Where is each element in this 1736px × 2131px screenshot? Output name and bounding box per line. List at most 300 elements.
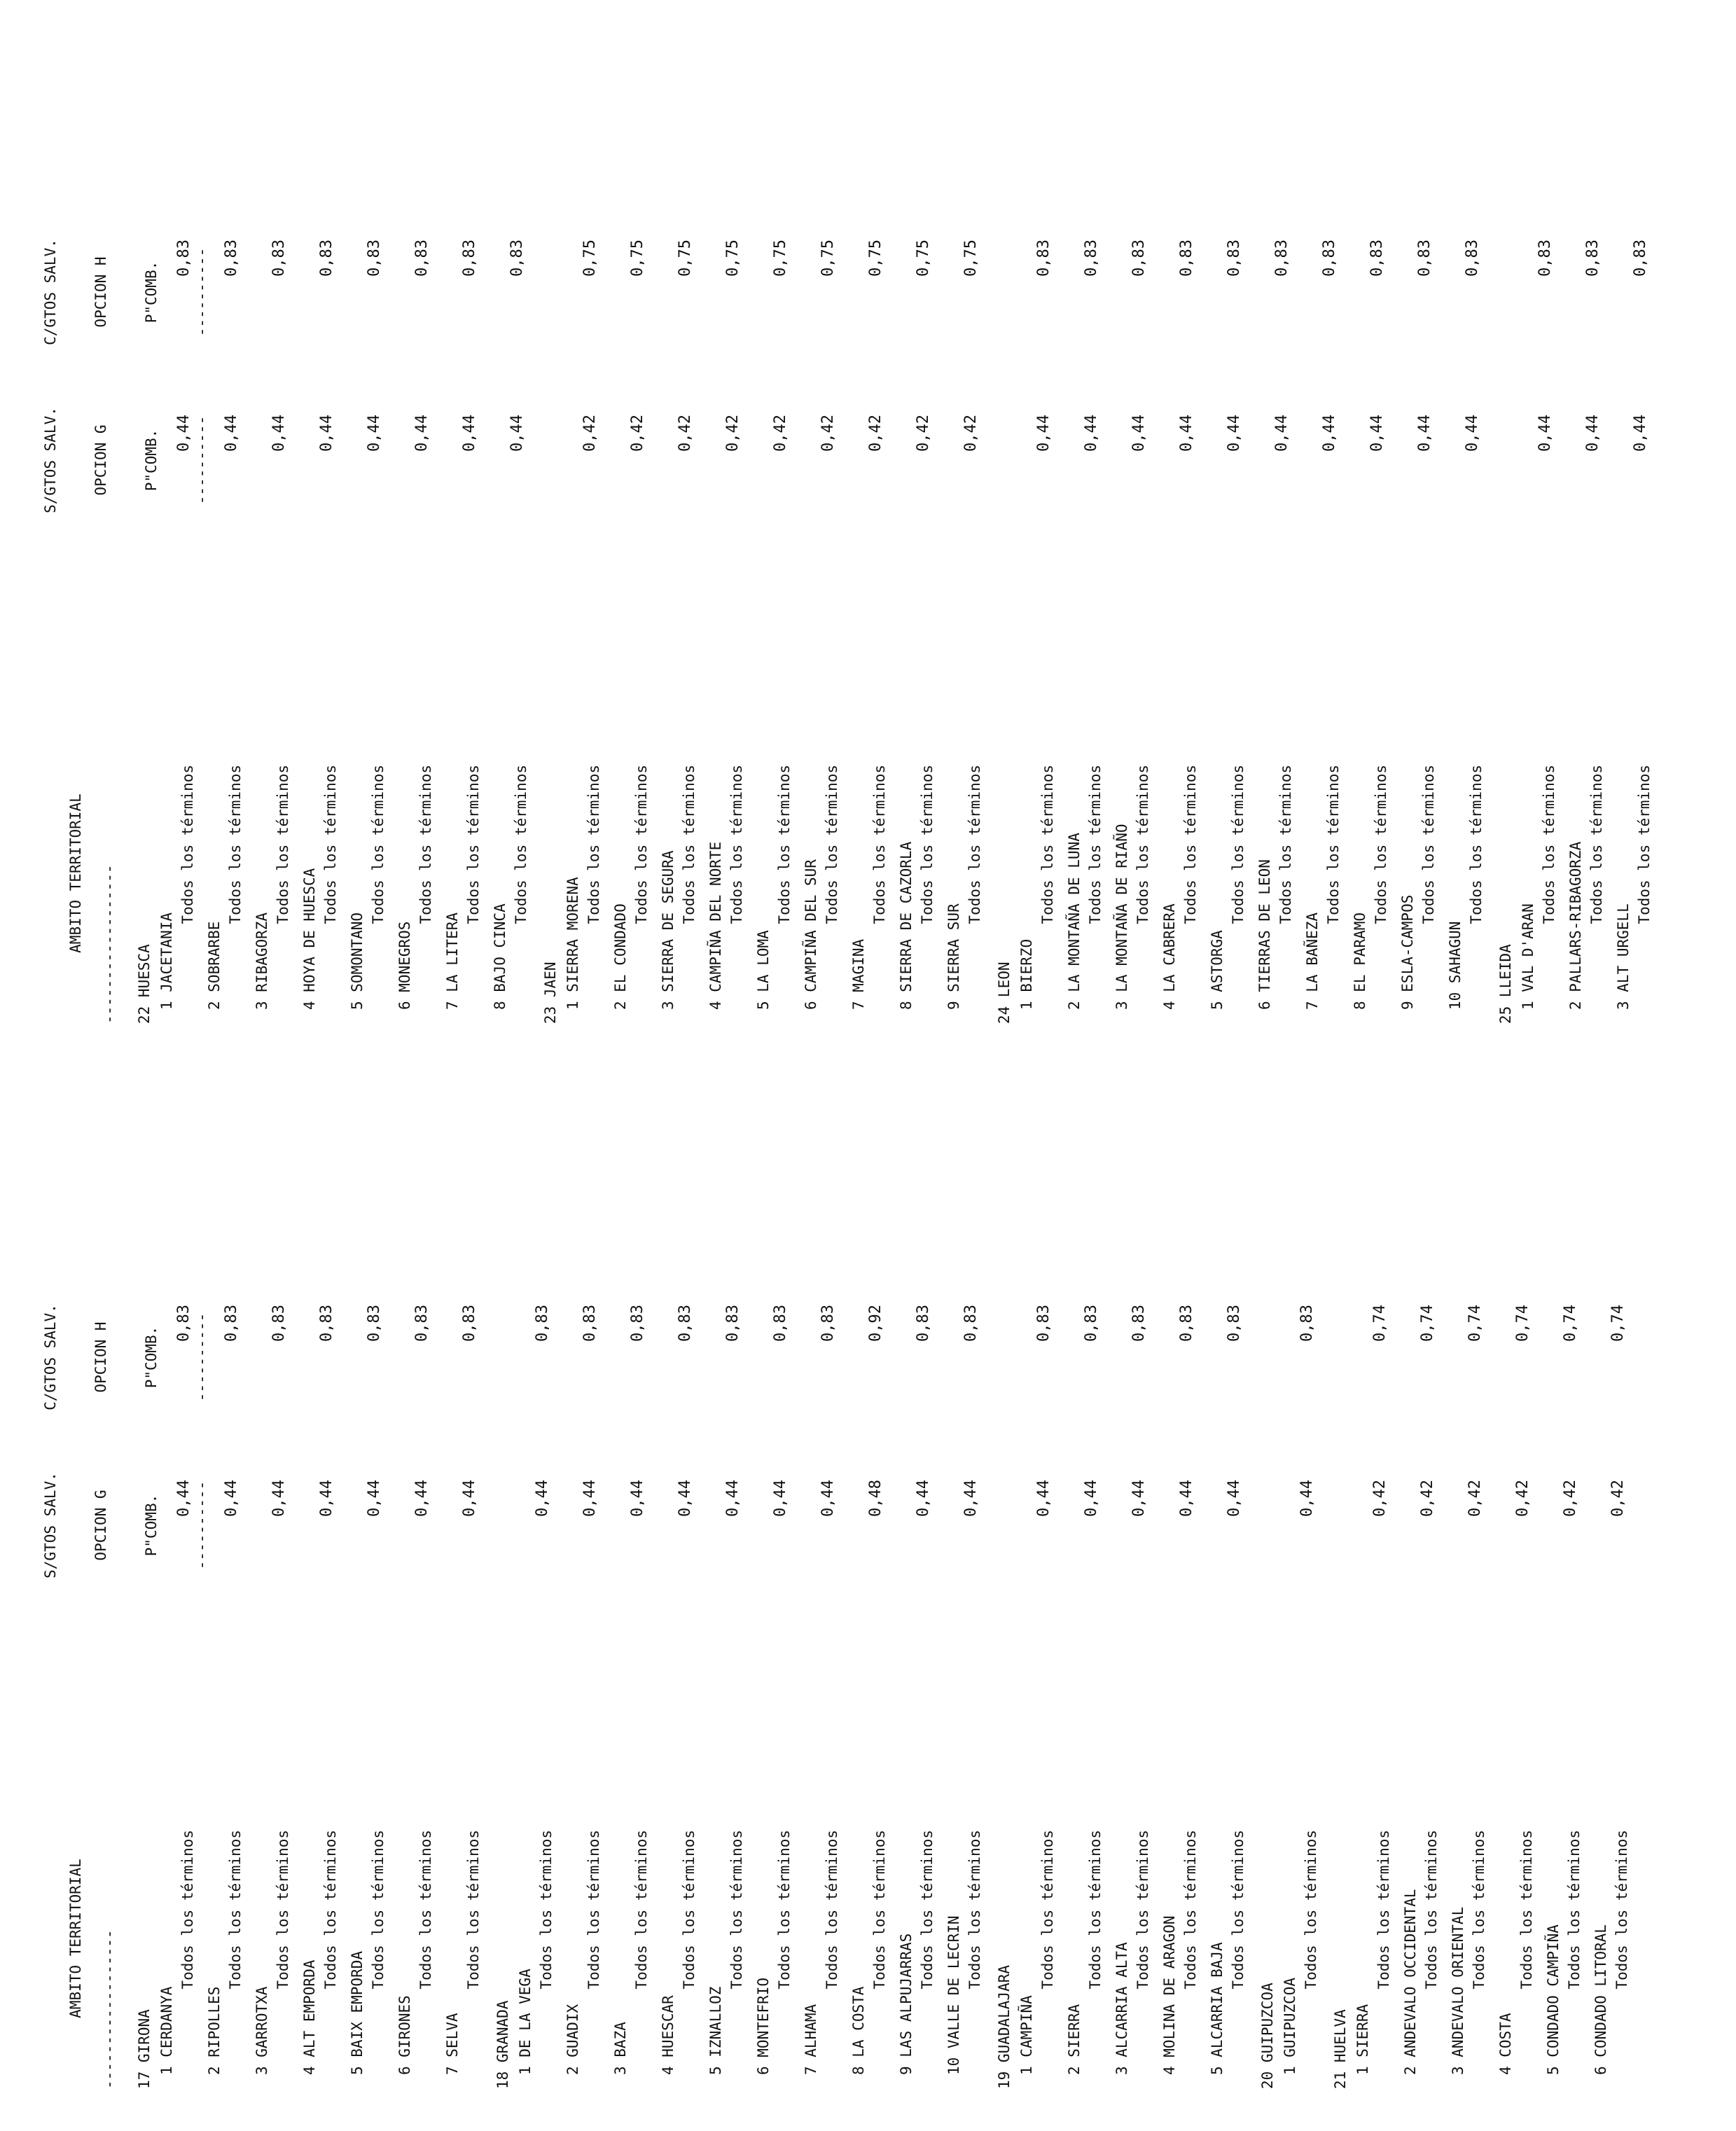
- table-row: [612, 1066, 660, 2131]
- comarca-label: 3 ALT URGELL: [1615, 903, 1632, 1010]
- opcion-g-value: 0,42: [772, 415, 789, 452]
- todos-terminos-label: Todos los términos: [1277, 765, 1294, 924]
- table-row: [612, 1, 660, 1066]
- opcion-h-value: 0,83: [270, 240, 288, 277]
- todos-terminos-label: Todos los términos: [513, 765, 529, 924]
- opcion-h-value: 0,83: [629, 1305, 646, 1342]
- comarca-label: 7 ALHAMA: [803, 2004, 819, 2075]
- table-row: [1018, 1066, 1066, 2131]
- opcion-h-value: 0,83: [461, 240, 478, 277]
- todos-terminos-label: Todos los términos: [1541, 765, 1557, 924]
- todos-terminos-label: Todos los términos: [465, 1830, 482, 1990]
- comarca-label: 4 LA CABRERA: [1161, 903, 1178, 1010]
- todos-terminos-label: Todos los términos: [1230, 1830, 1247, 1990]
- table-row: [1352, 1, 1399, 1066]
- opcion-h-value: 0,83: [1368, 240, 1386, 277]
- table-row: [349, 1, 396, 1066]
- province-row: [1329, 1066, 1354, 2131]
- comarca-label: 3 SIERRA DE SEGURA: [660, 850, 676, 1010]
- opcion-h-value: 0,83: [1416, 240, 1433, 277]
- comarca-label: 5 BAIX EMPORDA: [349, 1950, 366, 2075]
- table-row: [1592, 1066, 1640, 2131]
- province-row: [993, 1, 1018, 1066]
- comarca-label: 2 GUADIX: [564, 2004, 581, 2075]
- h-dash: ----------: [193, 1312, 210, 1402]
- todos-terminos-label: Todos los términos: [1375, 1830, 1392, 1990]
- table-row: [158, 1066, 206, 2131]
- comarca-label: 1 SIERRA: [1354, 2004, 1371, 2075]
- comarca-label: 4 ALT EMPORDA: [301, 1959, 318, 2075]
- todos-terminos-label: Todos los términos: [824, 765, 840, 924]
- opcion-g-value: 0,44: [413, 1480, 431, 1517]
- opcion-g-value: 0,44: [1178, 1480, 1195, 1517]
- province-name: 25 LLEIDA: [1497, 944, 1514, 1024]
- right-rows: [133, 1, 1662, 1066]
- todos-terminos-label: Todos los términos: [538, 1830, 555, 1990]
- comarca-label: 5 ALCARRIA BAJA: [1209, 1942, 1225, 2075]
- opcion-h-value: 0,74: [1419, 1305, 1436, 1342]
- todos-terminos-label: Todos los términos: [1230, 765, 1247, 924]
- table-row: [1113, 1, 1161, 1066]
- comarca-label: 6 TIERRAS DE LEON: [1256, 859, 1273, 1010]
- todos-terminos-label: Todos los términos: [1588, 765, 1605, 924]
- todos-terminos-label: Todos los términos: [1039, 1830, 1056, 1990]
- table-row: [564, 1066, 612, 2131]
- province-row: [133, 1066, 158, 2131]
- comarca-label: 8 SIERRA DE CAZORLA: [898, 841, 915, 1010]
- opcion-g-value: 0,42: [819, 415, 837, 452]
- opcion-h-value: 0,83: [413, 240, 431, 277]
- opcion-g-value: 0,44: [270, 1480, 288, 1517]
- opcion-g-value: 0,44: [1536, 415, 1554, 452]
- opcion-h-value: 0,83: [461, 1305, 478, 1342]
- comarca-label: 5 IZNALLOZ: [707, 1986, 724, 2075]
- opcion-g-value: 0,44: [724, 1480, 742, 1517]
- opcion-g-value: 0,44: [366, 1480, 383, 1517]
- todos-terminos-label: Todos los términos: [585, 1830, 602, 1990]
- table-row: [444, 1, 492, 1066]
- opcion-g-value: 0,42: [1371, 1480, 1389, 1517]
- table-row: [1497, 1066, 1545, 2131]
- province-name: 20 GUIPUZCOA: [1259, 1983, 1276, 2089]
- opcion-h-value: 0,75: [676, 240, 694, 277]
- table-row: [803, 1, 850, 1066]
- opcion-h-value: 0,75: [962, 240, 980, 277]
- province-name: 18 GRANADA: [494, 2000, 511, 2089]
- opcion-g-value: 0,44: [1368, 415, 1386, 452]
- h-line3: P"COMB.: [143, 1326, 160, 1389]
- opcion-g-value: 0,44: [223, 1480, 240, 1517]
- todos-terminos-label: Todos los términos: [227, 1830, 244, 1990]
- todos-terminos-label: Todos los términos: [417, 765, 434, 924]
- todos-terminos-label: Todos los términos: [1566, 1830, 1583, 1990]
- g-line1: S/GTOS SALV.: [42, 407, 59, 513]
- comarca-label: 6 GIRONES: [396, 1995, 413, 2075]
- table-row: [1399, 1, 1447, 1066]
- todos-terminos-label: Todos los términos: [776, 765, 793, 924]
- table-row: [1304, 1, 1352, 1066]
- ambito-title: AMBITO TERRITORIAL: [67, 793, 84, 953]
- table-row: [1018, 1, 1066, 1066]
- todos-terminos-label: Todos los términos: [1373, 765, 1389, 924]
- opcion-h-value: 0,75: [724, 240, 742, 277]
- comarca-label: 7 SELVA: [444, 2013, 461, 2075]
- h-dash: ----------: [193, 247, 210, 337]
- todos-terminos-label: Todos los términos: [633, 1830, 650, 1990]
- table-row: [1066, 1, 1113, 1066]
- opcion-g-value: 0,44: [223, 415, 240, 452]
- table-row: [564, 1, 612, 1066]
- table-row: [755, 1066, 803, 2131]
- table-row: [898, 1, 945, 1066]
- comarca-label: 2 RIPOLLES: [206, 1986, 223, 2075]
- todos-terminos-label: Todos los términos: [1325, 765, 1342, 924]
- comarca-label: 3 GARROTXA: [254, 1986, 270, 2075]
- opcion-g-value: 0,44: [270, 415, 288, 452]
- province-row: [492, 1066, 517, 2131]
- g-dash: ----------: [193, 1480, 210, 1570]
- todos-terminos-label: Todos los términos: [1182, 1830, 1199, 1990]
- table-row: [707, 1066, 755, 2131]
- comarca-label: 2 EL CONDADO: [612, 903, 629, 1010]
- opcion-g-value: 0,44: [1321, 415, 1338, 452]
- opcion-g-value: 0,44: [175, 415, 193, 452]
- opcion-g-value: 0,44: [1083, 415, 1100, 452]
- comarca-label: 1 CAMPIÑA: [1018, 1995, 1035, 2075]
- opcion-h-value: 0,74: [1514, 1305, 1532, 1342]
- todos-terminos-label: Todos los términos: [966, 765, 983, 924]
- opcion-g-value: 0,42: [1514, 1480, 1532, 1517]
- g-line1: S/GTOS SALV.: [42, 1472, 59, 1578]
- table-row: [1520, 1, 1567, 1066]
- province-row: [1494, 1, 1520, 1066]
- comarca-label: 8 LA COSTA: [850, 1986, 867, 2075]
- comarca-label: 10 SAHAGUN: [1447, 921, 1464, 1010]
- opcion-g-value: 0,44: [508, 415, 526, 452]
- comarca-label: 3 BAZA: [612, 2022, 629, 2075]
- opcion-h-value: 0,83: [1225, 240, 1243, 277]
- opcion-h-value: 0,83: [223, 240, 240, 277]
- opcion-g-value: 0,44: [1225, 1480, 1243, 1517]
- opcion-h-value: 0,83: [1178, 1305, 1195, 1342]
- comarca-label: 2 SIERRA: [1066, 2004, 1083, 2075]
- province-name: 17 GIRONA: [136, 2009, 153, 2089]
- todos-terminos-label: Todos los términos: [1420, 765, 1437, 924]
- comarca-label: 1 VAL D'ARAN: [1520, 903, 1536, 1010]
- left-rows: [133, 1066, 1640, 2131]
- opcion-g-value: 0,42: [867, 415, 884, 452]
- comarca-label: 5 SOMONTANO: [349, 912, 366, 1010]
- opcion-g-value: 0,44: [318, 415, 335, 452]
- comarca-label: 9 ESLA-CAMPOS: [1399, 894, 1416, 1010]
- todos-terminos-label: Todos los términos: [322, 765, 339, 924]
- opcion-h-value: 0,83: [1321, 240, 1338, 277]
- todos-terminos-label: Todos los términos: [728, 765, 745, 924]
- opcion-g-value: 0,44: [413, 415, 431, 452]
- comarca-label: 6 MONTEFRIO: [755, 1977, 772, 2075]
- opcion-g-value: 0,48: [867, 1480, 884, 1517]
- table-row: [898, 1066, 945, 2131]
- table-row: [158, 1, 206, 1066]
- table-row: [492, 1, 539, 1066]
- opcion-g-value: 0,44: [1273, 415, 1291, 452]
- g-line3: P"COMB.: [143, 429, 160, 492]
- todos-terminos-label: Todos los términos: [1423, 1830, 1440, 1990]
- comarca-label: 7 LA LITERA: [444, 912, 461, 1010]
- todos-terminos-label: Todos los términos: [871, 765, 888, 924]
- todos-terminos-label: Todos los términos: [1303, 1830, 1319, 1990]
- todos-terminos-label: Todos los términos: [465, 765, 482, 924]
- opcion-g-value: 0,42: [1419, 1480, 1436, 1517]
- comarca-label: 6 MONEGROS: [396, 921, 413, 1010]
- opcion-h-value: 0,83: [175, 240, 193, 277]
- comarca-label: 2 LA MONTAÑA DE LUNA: [1066, 833, 1083, 1010]
- table-row: [1161, 1066, 1209, 2131]
- opcion-g-value: 0,44: [1178, 415, 1195, 452]
- g-line2: OPCION G: [92, 1490, 109, 1561]
- opcion-g-value: 0,44: [962, 1480, 980, 1517]
- comarca-label: 4 HOYA DE HUESCA: [301, 868, 318, 1010]
- table-row: [945, 1, 993, 1066]
- comarca-label: 7 LA BAÑEZA: [1304, 912, 1321, 1010]
- todos-terminos-label: Todos los términos: [275, 765, 291, 924]
- province-name: 22 HUESCA: [136, 944, 153, 1024]
- comarca-label: 3 LA MONTAÑA DE RIAÑO: [1113, 824, 1130, 1010]
- province-row: [539, 1, 564, 1066]
- opcion-g-value: 0,44: [461, 415, 478, 452]
- opcion-h-value: 0,83: [581, 1305, 599, 1342]
- opcion-h-value: 0,83: [772, 1305, 789, 1342]
- opcion-h-value: 0,83: [915, 1305, 932, 1342]
- opcion-h-value: 0,83: [1536, 240, 1554, 277]
- opcion-g-value: 0,44: [1225, 415, 1243, 452]
- opcion-h-value: 0,83: [270, 1305, 288, 1342]
- comarca-label: 9 SIERRA SUR: [945, 903, 962, 1010]
- table-row: [1282, 1066, 1329, 2131]
- table-row: [1113, 1066, 1161, 2131]
- province-name: 19 GUADALAJARA: [996, 1964, 1013, 2089]
- comarca-label: 2 PALLARS-RIBAGORZA: [1567, 841, 1584, 1010]
- todos-terminos-label: Todos los términos: [966, 1830, 983, 1990]
- table-row: [301, 1, 349, 1066]
- opcion-h-value: 0,83: [1035, 240, 1053, 277]
- table-row: [1615, 1, 1662, 1066]
- h-line2: OPCION H: [92, 1321, 109, 1393]
- opcion-g-value: 0,44: [1416, 415, 1433, 452]
- opcion-h-value: 0,83: [366, 240, 383, 277]
- opcion-g-value: 0,44: [1083, 1480, 1100, 1517]
- todos-terminos-label: Todos los términos: [1613, 1830, 1630, 1990]
- comarca-label: 3 ANDEVALO ORIENTAL: [1450, 1906, 1466, 2075]
- todos-terminos-label: Todos los términos: [1518, 1830, 1535, 1990]
- h-line1: C/GTOS SALV.: [42, 1304, 59, 1410]
- table-row: [1402, 1066, 1450, 2131]
- todos-terminos-label: Todos los términos: [871, 1830, 888, 1990]
- comarca-label: 1 JACETANIA: [158, 912, 175, 1010]
- todos-terminos-label: Todos los términos: [1471, 1830, 1487, 1990]
- opcion-h-value: 0,83: [1464, 240, 1481, 277]
- comarca-label: 5 LA LOMA: [755, 930, 772, 1010]
- opcion-h-value: 0,83: [366, 1305, 383, 1342]
- comarca-label: 9 LAS ALPUJARRAS: [898, 1933, 915, 2075]
- comarca-label: 1 GUIPUZCOA: [1282, 1977, 1298, 2075]
- opcion-g-value: 0,44: [915, 1480, 932, 1517]
- g-dash: ----------: [193, 415, 210, 505]
- todos-terminos-label: Todos los términos: [633, 765, 650, 924]
- opcion-g-value: 0,42: [629, 415, 646, 452]
- table-row: [444, 1066, 492, 2131]
- opcion-g-value: 0,44: [1632, 415, 1649, 452]
- opcion-h-value: 0,74: [1371, 1305, 1389, 1342]
- todos-terminos-label: Todos los términos: [370, 765, 387, 924]
- todos-terminos-label: Todos los términos: [681, 765, 697, 924]
- opcion-g-value: 0,42: [1562, 1480, 1579, 1517]
- todos-terminos-label: Todos los términos: [1468, 765, 1485, 924]
- opcion-g-value: 0,44: [534, 1480, 551, 1517]
- todos-terminos-label: Todos los términos: [1636, 765, 1653, 924]
- table-row: [254, 1, 301, 1066]
- todos-terminos-label: Todos los términos: [275, 1830, 291, 1990]
- table-row: [517, 1066, 564, 2131]
- todos-terminos-label: Todos los términos: [681, 1830, 697, 1990]
- table-row: [301, 1066, 349, 2131]
- opcion-g-value: 0,44: [581, 1480, 599, 1517]
- opcion-h-value: 0,92: [867, 1305, 884, 1342]
- opcion-g-value: 0,42: [1609, 1480, 1627, 1517]
- g-line2: OPCION G: [92, 424, 109, 496]
- opcion-h-value: 0,83: [508, 240, 526, 277]
- todos-terminos-label: Todos los términos: [1134, 765, 1151, 924]
- opcion-h-value: 0,83: [1083, 240, 1100, 277]
- opcion-h-value: 0,74: [1562, 1305, 1579, 1342]
- todos-terminos-label: Todos los términos: [1087, 765, 1104, 924]
- opcion-h-value: 0,83: [413, 1305, 431, 1342]
- opcion-h-value: 0,83: [175, 1305, 193, 1342]
- opcion-g-value: 0,44: [629, 1480, 646, 1517]
- table-row: [1209, 1066, 1256, 2131]
- opcion-h-value: 0,74: [1609, 1305, 1627, 1342]
- comarca-label: 8 EL PARAMO: [1352, 912, 1368, 1010]
- comarca-label: 5 CONDADO CAMPIÑA: [1545, 1924, 1562, 2075]
- opcion-g-value: 0,42: [962, 415, 980, 452]
- opcion-h-value: 0,83: [1178, 240, 1195, 277]
- opcion-h-value: 0,75: [915, 240, 932, 277]
- todos-terminos-label: Todos los términos: [728, 1830, 745, 1990]
- todos-terminos-label: Todos los términos: [1039, 765, 1056, 924]
- opcion-h-value: 0,83: [724, 1305, 742, 1342]
- opcion-h-value: 0,83: [1225, 1305, 1243, 1342]
- comarca-label: 4 CAMPIÑA DEL NORTE: [707, 841, 724, 1010]
- opcion-g-value: 0,42: [1466, 1480, 1484, 1517]
- todos-terminos-label: Todos los términos: [179, 765, 196, 924]
- opcion-g-value: 0,44: [1298, 1480, 1316, 1517]
- todos-terminos-label: Todos los términos: [1134, 1830, 1151, 1990]
- comarca-label: 6 CAMPIÑA DEL SUR: [803, 859, 819, 1010]
- opcion-h-value: 0,83: [1298, 1305, 1316, 1342]
- table-row: [349, 1066, 396, 2131]
- table-row: [206, 1066, 254, 2131]
- right-table: [0, 1, 1736, 1066]
- table-row: [1450, 1066, 1497, 2131]
- comarca-label: 5 ASTORGA: [1209, 930, 1225, 1010]
- comarca-label: 4 HUESCAR: [660, 1995, 676, 2075]
- comarca-label: 7 MAGINA: [850, 938, 867, 1010]
- opcion-g-value: 0,44: [1130, 1480, 1148, 1517]
- province-row: [993, 1066, 1018, 2131]
- opcion-g-value: 0,44: [772, 1480, 789, 1517]
- table-row: [707, 1, 755, 1066]
- g-line3: P"COMB.: [143, 1494, 160, 1557]
- todos-terminos-label: Todos los términos: [370, 1830, 387, 1990]
- table-row: [1447, 1, 1494, 1066]
- table-row: [396, 1, 444, 1066]
- province-name: 21 HUELVA: [1332, 2009, 1349, 2089]
- opcion-g-value: 0,44: [461, 1480, 478, 1517]
- comarca-label: 3 RIBAGORZA: [254, 912, 270, 1010]
- comarca-label: 4 COSTA: [1497, 2013, 1514, 2075]
- opcion-g-value: 0,44: [819, 1480, 837, 1517]
- todos-terminos-label: Todos los términos: [1087, 1830, 1104, 1990]
- comarca-label: 2 ANDEVALO OCCIDENTAL: [1402, 1889, 1419, 2075]
- opcion-h-value: 0,83: [1273, 240, 1291, 277]
- table-row: [254, 1066, 301, 2131]
- h-line3: P"COMB.: [143, 261, 160, 324]
- opcion-g-value: 0,44: [676, 1480, 694, 1517]
- table-row: [1567, 1, 1615, 1066]
- todos-terminos-label: Todos los términos: [417, 1830, 434, 1990]
- opcion-g-value: 0,44: [1035, 1480, 1053, 1517]
- comarca-label: 1 SIERRA MORENA: [564, 877, 581, 1010]
- table-row: [660, 1066, 707, 2131]
- table-row: [850, 1, 898, 1066]
- comarca-label: 6 CONDADO LITORAL: [1592, 1924, 1609, 2075]
- table-row: [803, 1066, 850, 2131]
- opcion-g-value: 0,44: [1584, 415, 1602, 452]
- opcion-h-value: 0,75: [819, 240, 837, 277]
- province-name: 24 LEON: [996, 962, 1013, 1024]
- opcion-h-value: 0,83: [1035, 1305, 1053, 1342]
- todos-terminos-label: Todos los términos: [322, 1830, 339, 1990]
- opcion-h-value: 0,83: [318, 1305, 335, 1342]
- table-row: [206, 1, 254, 1066]
- opcion-h-value: 0,83: [1130, 240, 1148, 277]
- opcion-h-value: 0,83: [676, 1305, 694, 1342]
- todos-terminos-label: Todos los términos: [776, 1830, 793, 1990]
- todos-terminos-label: Todos los términos: [919, 1830, 936, 1990]
- opcion-h-value: 0,83: [318, 240, 335, 277]
- table-row: [1354, 1066, 1402, 2131]
- ambito-dash: ------------------: [101, 1929, 118, 2089]
- opcion-h-value: 0,74: [1466, 1305, 1484, 1342]
- opcion-h-value: 0,75: [867, 240, 884, 277]
- opcion-g-value: 0,42: [676, 415, 694, 452]
- table-row: [396, 1066, 444, 2131]
- opcion-h-value: 0,83: [1130, 1305, 1148, 1342]
- opcion-h-value: 0,83: [1083, 1305, 1100, 1342]
- province-row: [133, 1, 158, 1066]
- table-row: [1545, 1066, 1592, 2131]
- table-row: [945, 1066, 993, 2131]
- opcion-h-value: 0,83: [819, 1305, 837, 1342]
- opcion-h-value: 0,83: [1584, 240, 1602, 277]
- todos-terminos-label: Todos los términos: [227, 765, 244, 924]
- comarca-label: 4 MOLINA DE ARAGON: [1161, 1915, 1178, 2075]
- table-row: [1209, 1, 1256, 1066]
- opcion-g-value: 0,42: [581, 415, 599, 452]
- comarca-label: 1 CERDANYA: [158, 1986, 175, 2075]
- table-row: [850, 1066, 898, 2131]
- todos-terminos-label: Todos los términos: [824, 1830, 840, 1990]
